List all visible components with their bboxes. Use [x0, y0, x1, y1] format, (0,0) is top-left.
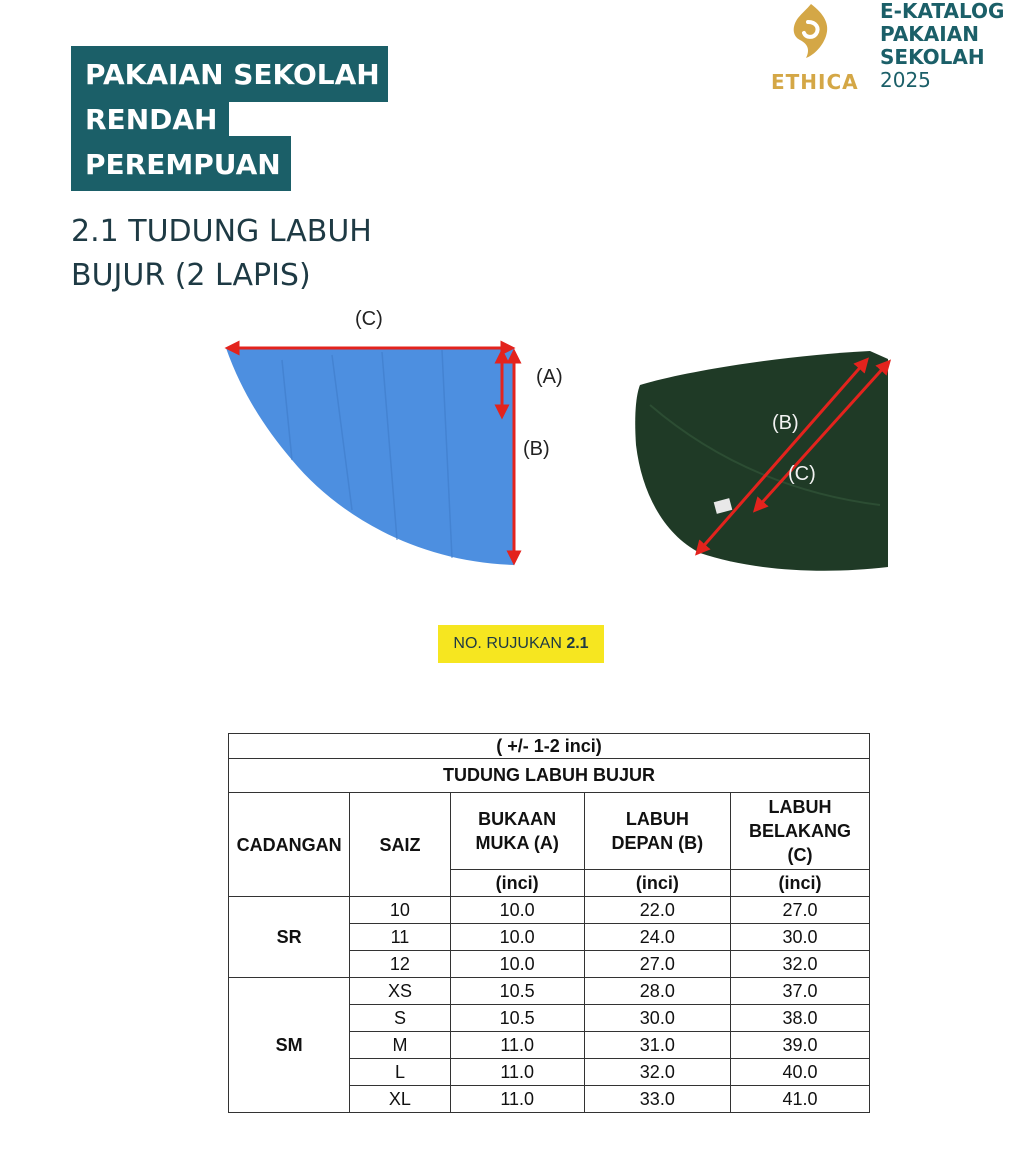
title-line-3: PEREMPUAN	[71, 136, 291, 191]
size-cell: 12	[350, 951, 451, 978]
size-cell: L	[350, 1059, 451, 1086]
value-b-cell: 22.0	[584, 897, 730, 924]
value-b-cell: 32.0	[584, 1059, 730, 1086]
title-line-1: PAKAIAN SEKOLAH	[71, 46, 388, 102]
title-line-2: RENDAH	[71, 102, 229, 136]
column-header-labuh-depan: LABUH DEPAN (B)	[584, 793, 730, 870]
size-cell: 10	[350, 897, 451, 924]
value-c-cell: 40.0	[731, 1059, 870, 1086]
size-table	[228, 733, 870, 1113]
value-a-cell: 11.0	[450, 1032, 584, 1059]
table-title: TUDUNG LABUH BUJUR	[229, 759, 870, 793]
catalog-label	[880, 0, 1004, 92]
value-a-cell: 11.0	[450, 1059, 584, 1086]
value-a-cell: 11.0	[450, 1086, 584, 1113]
value-b-cell: 28.0	[584, 978, 730, 1005]
value-a-cell: 10.0	[450, 924, 584, 951]
value-b-cell: 30.0	[584, 1005, 730, 1032]
size-cell: 11	[350, 924, 451, 951]
unit-cell: (inci)	[731, 870, 870, 897]
reference-badge	[438, 625, 604, 663]
catalog-line-1: E-KATALOG	[880, 0, 1005, 23]
table-row	[229, 978, 870, 1005]
value-c-cell: 27.0	[731, 897, 870, 924]
value-c-cell: 32.0	[731, 951, 870, 978]
dimension-label-c: (C)	[355, 308, 383, 330]
value-b-cell: 27.0	[584, 951, 730, 978]
value-a-cell: 10.0	[450, 897, 584, 924]
catalog-line-3: SEKOLAH	[880, 45, 985, 69]
ethica-logo-icon	[786, 0, 836, 62]
dimension-label-c-green: (C)	[788, 463, 816, 485]
column-header-bukaan-muka: BUKAAN MUKA (A)	[450, 793, 584, 870]
dimension-label-b-green: (B)	[772, 412, 799, 434]
column-header-cadangan: CADANGAN	[229, 793, 350, 897]
value-a-cell: 10.0	[450, 951, 584, 978]
value-c-cell: 30.0	[731, 924, 870, 951]
catalog-year: 2025	[880, 68, 931, 92]
table-note: ( +/- 1-2 inci)	[229, 734, 870, 759]
value-b-cell: 24.0	[584, 924, 730, 951]
size-cell: S	[350, 1005, 451, 1032]
reference-number: 2.1	[566, 635, 589, 652]
product-title-line-2: BUJUR (2 LAPIS)	[71, 258, 311, 293]
size-cell: XS	[350, 978, 451, 1005]
value-a-cell: 10.5	[450, 1005, 584, 1032]
reference-prefix: NO. RUJUKAN	[453, 635, 562, 652]
unit-cell: (inci)	[584, 870, 730, 897]
product-title-line-1: 2.1 TUDUNG LABUH	[71, 214, 372, 249]
value-b-cell: 33.0	[584, 1086, 730, 1113]
dimension-label-b: (B)	[523, 438, 550, 460]
value-c-cell: 37.0	[731, 978, 870, 1005]
unit-cell: (inci)	[450, 870, 584, 897]
product-title	[71, 210, 372, 298]
logo-text: ETHICA	[771, 70, 859, 94]
value-b-cell: 31.0	[584, 1032, 730, 1059]
value-c-cell: 41.0	[731, 1086, 870, 1113]
catalog-line-2: PAKAIAN	[880, 22, 979, 46]
column-header-saiz: SAIZ	[350, 793, 451, 897]
dimension-label-a: (A)	[536, 366, 563, 388]
column-header-labuh-belakang: LABUH BELAKANG (C)	[731, 793, 870, 870]
blue-tudung-figure	[222, 300, 552, 570]
value-c-cell: 38.0	[731, 1005, 870, 1032]
size-cell: XL	[350, 1086, 451, 1113]
value-c-cell: 39.0	[731, 1032, 870, 1059]
group-label-sm: SM	[229, 978, 350, 1113]
group-label-sr: SR	[229, 897, 350, 978]
table-row	[229, 897, 870, 924]
size-cell: M	[350, 1032, 451, 1059]
green-tudung-figure	[630, 345, 892, 585]
value-a-cell: 10.5	[450, 978, 584, 1005]
